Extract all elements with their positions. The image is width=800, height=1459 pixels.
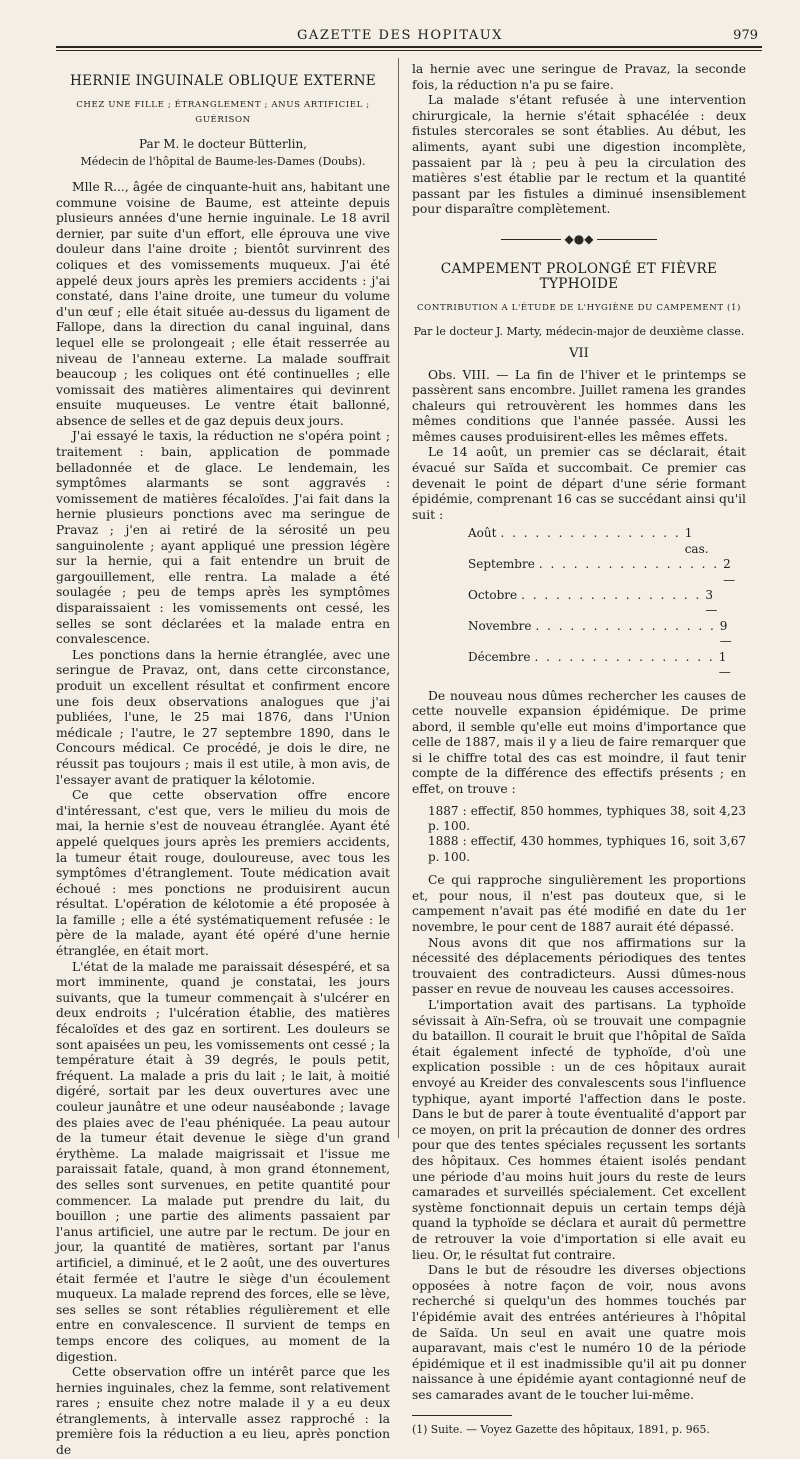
table-row: Septembre . . . . . . . . . . . . . . . . 2 — bbox=[468, 557, 736, 587]
footnote-rule bbox=[412, 1415, 512, 1416]
page-header bbox=[0, 28, 800, 48]
paragraph: Ce que cette observation offre encore d'intéressant, c'est que, vers le milieu du mois de mai, la hernie s'est de nouveau étranglée. Ayant été appelé quelques jours après les premiers accidents, la tumeur était rouge, douloureuse, avec tous les symptômes d'étranglement. Toute médication avait échoué : mes ponctions ne produisirent aucun résultat. L'opération de kélotomie a été proposée à la famille ; elle a été systématiquement refusée : le père de la malade, ayant été opéré d'une hernie étranglée, en était mort. bbox=[56, 788, 390, 959]
right-column bbox=[412, 62, 746, 1438]
table-cell-month: Septembre bbox=[468, 557, 535, 572]
header-rule bbox=[56, 46, 762, 48]
table-row: Août . . . . . . . . . . . . . . . . 1 cas. bbox=[468, 526, 709, 556]
table-cell-month: Octobre bbox=[468, 588, 518, 603]
page-number: 979 bbox=[733, 28, 758, 43]
paragraph: De nouveau nous dûmes rechercher les causes de cette nouvelle expansion épidémique. De prime abord, il semble qu'elle eut moins d'importance que celle de 1887, mais il y a lieu de faire remarquer que si le chiffre total des cas est moindre, il faut tenir compte de la différence des effectifs présents ; en effet, on trouve : bbox=[412, 688, 746, 797]
table-cell-count: 1 — bbox=[718, 649, 731, 680]
stat-line: 1888 : effectif, 430 hommes, typhiques 16, soit 3,67 p. 100. bbox=[428, 834, 746, 864]
table-cell-count: 1 cas. bbox=[684, 526, 709, 556]
paragraph: Mlle R..., âgée de cinquante-huit ans, habitant une commune voisine de Baume, est atteinte depuis plusieurs années d'une hernie inguinale. Le 18 avril dernier, par suite d'un effort, elle éprouva une vive douleur dans l'aine droite ; bientôt survinrent des coliques et des vomissements muqueux. J'ai été appelé deux jours après les premiers accidents : j'ai constaté, dans l'aine droite, une tumeur du volume d'un œuf ; elle était située au-dessus du ligament de Fallope, dans la direction du canal inguinal, dans lequel elle se prolongeait ; elle était resserrée au niveau de l'anneau externe. La malade souffrait beaucoup ; les coliques ont été continuelles ; elle vomissait des matières alimentaires qui devinrent ensuite muqueuses. Le ventre était ballonné, absence de selles et de gaz depuis deux jours. bbox=[56, 179, 390, 428]
article-subtitle-campement: CONTRIBUTION A L'ÉTUDE DE L'HYGIÈNE DU CAMPEMENT (1) bbox=[417, 302, 741, 313]
table-row: Octobre . . . . . . . . . . . . . . . . 3 — bbox=[468, 588, 718, 618]
section-ornament: ◆●◆ bbox=[412, 232, 746, 248]
footnote: (1) Suite. — Voyez Gazette des hôpitaux, 1891, p. 965. bbox=[412, 1423, 710, 1437]
stat-line: 1887 : effectif, 850 hommes, typhiques 38, soit 4,23 p. 100. bbox=[428, 803, 746, 834]
article-author-hernie: Par M. le docteur Bütterlin, bbox=[139, 136, 307, 151]
article-subtitle-hernie: CHEZ UNE FILLE ; ÉTRANGLEMENT ; ANUS ARTIFICIEL ; GUÉRISON bbox=[76, 99, 370, 126]
paragraph: Dans le but de résoudre les diverses objections opposées à notre façon de voir, nous avons recherché si quelqu'un des hommes touchés par l'épidémie avait des entrées antérieures à l'hôpital de Saïda. Un seul en avait une quatre mois auparavant, mais c'est le numéro 10 de la période épidémique et il est inadmissible qu'il ait pu donner naissance à une épidémie ayant contagionné neuf de ses camarades avant de le toucher lui-même. bbox=[412, 1263, 746, 1402]
paragraph: Les ponctions dans la hernie étranglée, avec une seringue de Pravaz, ont, dans cette circonstance, produit un excellent résultat et confirment encore une fois deux observations analogues que j'ai publiées, l'une, le 25 mai 1876, dans l'Union médicale ; l'autre, le 27 septembre 1890, dans le Concours médical. Ce procédé, je dois le dire, ne réussit pas toujours ; mais il est utile, à mon avis, de l'essayer avant de pratiquer la kélotomie. bbox=[56, 647, 390, 787]
table-cell-month: Novembre bbox=[468, 618, 532, 633]
running-head: GAZETTE DES HOPITAUX bbox=[297, 28, 503, 43]
header-rule-thin bbox=[56, 50, 762, 51]
left-column bbox=[56, 62, 390, 1459]
cases-table bbox=[468, 526, 736, 680]
paragraph: Obs. VIII. — La fin de l'hiver et le printemps se passèrent sans encombre. Juillet ramena les grandes chaleurs qui retrouvèrent les hommes dans les mêmes conditions que l'année passée. Aussi les mêmes causes produisirent-elles les mêmes effets. bbox=[412, 367, 746, 444]
paragraph: Nous avons dit que nos affirmations sur la nécessité des déplacements périodiques des tentes trouvaient des contradicteurs. Aussi dûmes-nous passer en revue de nouveau les causes accessoires. bbox=[412, 935, 746, 997]
paragraph: Le 14 août, un premier cas se déclarait, était évacué sur Saïda et succombait. Ce premier cas devenait le point de départ d'une série formant épidémie, comprenant 16 cas se succédant ainsi qu'il suit : bbox=[412, 445, 746, 522]
paragraph: Cette observation offre un intérêt parce que les hernies inguinales, chez la femme, sont relativement rares ; ensuite chez notre malade il y a eu deux étranglements, à intervalle assez rapproché : la première fois la réduction a eu lieu, après ponction de bbox=[56, 1365, 390, 1458]
table-cell-month: Août bbox=[468, 526, 497, 541]
table-cell-count: 9 — bbox=[719, 618, 732, 649]
article-affiliation-hernie: Médecin de l'hôpital de Baume-les-Dames (Doubs). bbox=[80, 155, 366, 169]
article-title-hernie: HERNIE INGUINALE OBLIQUE EXTERNE bbox=[69, 73, 377, 89]
table-row: Novembre . . . . . . . . . . . . . . . . 9 — bbox=[468, 618, 732, 649]
article-title-campement: CAMPEMENT PROLONGÉ ET FIÈVRE TYPHOIDE bbox=[440, 260, 718, 293]
column-divider bbox=[398, 58, 399, 1138]
paragraph: L'importation avait des partisans. La typhoïde sévissait à Aïn-Sefra, où se trouvait une compagnie du bataillon. Il courait le bruit que l'hôpital de Saïda était également infecté de typhoïde, d'où une explication possible : un de ces hôpitaux aurait envoyé au Kreider des convalescents sous l'influence typhique, ayant importé l'affection dans le poste. Dans le but de parer à toute éventualité d'apport par ce moyen, on prit la précaution de donner des ordres pour que des tentes spéciales reçussent les sortants des hôpitaux. Ces hommes étaient isolés pendant une période d'au moins huit jours du reste de leurs camarades et surveillés spécialement. Cet excellent système fonctionnait depuis un certain temps déjà quand la typhoïde se déclara et aurait dû permettre de retrouver la voie d'importation si elle avait eu lieu. Or, le résultat fut contraire. bbox=[412, 998, 746, 1262]
table-row: Décembre . . . . . . . . . . . . . . . . 1 — bbox=[468, 649, 731, 680]
paragraph: L'état de la malade me paraissait désespéré, et sa mort imminente, quand je constatai, les jours suivants, que la tumeur commençait à s'ulcérer en deux endroits ; l'ulcération établie, des matières fécaloïdes et des gaz en sortirent. Les douleurs se sont apaisées un peu, les vomissements ont cessé ; la température était à 39 degrés, le pouls petit, fréquent. La malade a pris du lait ; le lait, à moitié digéré, sortait par les deux ouvertures avec une couleur jaunâtre et une odeur nauséabonde ; lavage des plaies avec de l'eau phéniquée. La peau autour de la tumeur était devenue le siège d'un grand érythème. La malade maigrissait et l'issue me paraissait fatale, quand, à mon grand étonnement, des selles sont survenues, en petite quantité pour commencer. La malade put prendre du lait, du bouillon ; une partie des aliments passaient par l'anus artificiel, une autre par le rectum. De jour en jour, la quantité de matières, sortant par l'anus artificiel, a diminué, et le 2 août, une des ouvertures était fermée et l'autre le siège d'un écoulement muqueux. La malade reprend des forces, elle se lève, ses selles se sont rétablies régulièrement et elle entre en convalescence. Il survient de temps en temps encore des coliques, au moment de la digestion. bbox=[56, 959, 390, 1364]
paragraph: J'ai essayé le taxis, la réduction ne s'opéra point ; traitement : bain, application de pommade belladonnée et de glace. Le lendemain, les symptômes alarmants se sont aggravés : vomissement de matières fécaloïdes. J'ai fait dans la hernie plusieurs ponctions avec ma seringue de Pravaz ; j'en ai retiré de la sérosité un peu sanguinolente ; ayant appliqué une pression légère sur la hernie, qui a fait entendre un bruit de gargouillement, elle rentra. La malade a été soulagée ; peu de temps après les symptômes disparaissaient : les vomissements ont cessé, les selles se sont déclarées et la malade entra en convalescence. bbox=[56, 429, 390, 647]
effectifs-stats bbox=[428, 804, 746, 866]
paragraph: Ce qui rapproche singulièrement les proportions et, pour nous, il n'est pas douteux que, si le campement n'avait pas été modifié en date du 1er novembre, le pour cent de 1887 aurait été dépassé. bbox=[412, 873, 746, 935]
section-number: VII bbox=[569, 345, 589, 361]
table-cell-count: 2 — bbox=[723, 557, 736, 587]
table-cell-count: 3 — bbox=[705, 588, 718, 618]
article-author-campement: Par le docteur J. Marty, médecin-major de deuxième classe. bbox=[413, 325, 745, 339]
paragraph: La malade s'étant refusée à une intervention chirurgicale, la hernie s'était sphacélée : deux fistules stercorales se sont établies. Au début, les aliments, ayant subi une digestion incomplète, passaient par là ; peu à peu la circulation des matières s'est établie par le rectum et la quantité passant par les fistules a diminué insensiblement pour disparaître complètement. bbox=[412, 93, 746, 217]
table-cell-month: Décembre bbox=[468, 649, 531, 664]
paragraph-continuation: la hernie avec une seringue de Pravaz, la seconde fois, la réduction n'a pu se faire. bbox=[412, 62, 746, 92]
